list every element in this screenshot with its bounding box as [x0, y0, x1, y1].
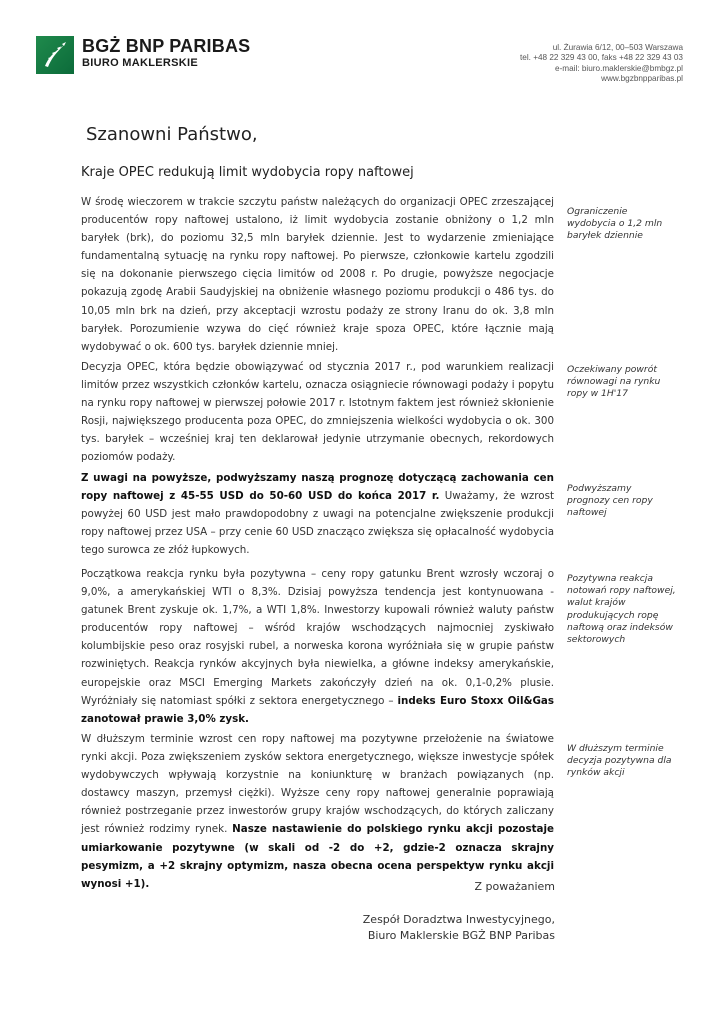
- letter-title: Kraje OPEC redukują limit wydobycia ropy naftowej: [81, 165, 414, 180]
- body-text: W dłuższym terminie wzrost cen ropy naftowej ma pozytywne przełożenie na światowe rynki akcji. Poza zwiększeniem zysków sektora energetycznego, większe inwestycje spółek wydobywczych wpływają korzystnie na koniunkturę w branżach powiązanych (np. dostawcy maszyn, przemysł ciężki). Wyższe ceny ropy naftowej generalnie poprawiają również postrzeganie przez inwestorów grupy krajów wschodzących, do których zaliczany jest również rodzimy rynek.: [81, 733, 554, 836]
- brand-subtitle: BIURO MAKLERSKIE: [82, 57, 199, 69]
- contact-website[interactable]: www.bgzbnpparibas.pl: [601, 74, 683, 84]
- signature-line-2: Biuro Maklerskie BGŻ BNP Paribas: [367, 929, 555, 942]
- margin-note-3: Podwyższamy prognozy cen ropy naftowej: [567, 483, 653, 519]
- bold-text: Z uwagi na powyższe, podwyższamy naszą prognozę dotyczącą zachowania cen ropy naftowej z 45-55 USD do 50-60 USD do końca 2017 r.: [81, 472, 554, 503]
- paragraph-3: [81, 469, 554, 559]
- margin-note-2: Oczekiwany powrót równowagi na rynku ropy w 1H'17: [567, 364, 661, 400]
- body-text: Początkowa reakcja rynku była pozytywna – ceny ropy gatunku Brent wzrosły wczoraj o 9,0%, a amerykańskiej WTI o 8,3%. Dzisiaj powyższa tendencja jest kontynuowana - gatunek Brent zyskuje ok. 1,7%, a WTI 1,8%. Inwestorzy kupowali również waluty państw producentów ropy naftowej – wśród krajów wschodzących najmocniej zyskiwało kolumbijskie peso oraz rosyjski rubel, a norweska korona wyróżniała się w grupie państw rozwiniętych. Reakcja rynków akcyjnych była niewielka, a główne indeksy amerykańskie, europejskie oraz MSCI Emerging Markets zakończyły dzień na ok. 0,1-0,2% plusie. Wyróżniały się natomiast spółki z sektora energetycznego –: [81, 568, 554, 707]
- contact-phone: tel. +48 22 329 43 00, faks +48 22 329 43 03: [520, 53, 683, 63]
- paragraph-1: [81, 193, 554, 356]
- body-text: Uważamy, że wzrost powyżej 60 USD jest mało prawdopodobny z uwagi na potencjalne zwiększenie produkcji ropy naftowej przez USA – przy cenie 60 USD znacząco zwiększa się opłacalność wydobycia tego surowca ze złóż łupkowych.: [81, 490, 554, 557]
- paragraph-4: [81, 565, 554, 728]
- margin-note-1: Ograniczenie wydobycia o 1,2 mln baryłek dziennie: [567, 206, 663, 242]
- brand-block: [82, 37, 250, 70]
- margin-note-5: W dłuższym terminie decyzja pozytywna dla rynków akcji: [567, 743, 672, 779]
- salutation: Szanowni Państwo,: [86, 124, 258, 145]
- bnp-paribas-logo: [36, 36, 74, 74]
- paragraph-2: [81, 358, 554, 467]
- body-text: Decyzja OPEC, która będzie obowiązywać od stycznia 2017 r., pod warunkiem realizacji limitów przez wszystkich członków kartelu, oznacza osiągniecie równowagi podaży i popytu na rynku ropy naftowej w pierwszej połowie 2017 r. Istotnym faktem jest również skłonienie Rosji, największego producenta poza OPEC, do zmniejszenia wielkości wydobycia o ok. 300 tys. baryłek – wcześniej kraj ten deklarował jedynie utrzymanie obecnych, rekordowych poziomów podaży.: [81, 361, 554, 464]
- bold-text: Nasze nastawienie do polskiego rynku akcji pozostaje umiarkowanie pozytywne (w skali od -2 do +2, gdzie-2 oznacza skrajny pesymizm, a +2 skrajny optymizm, nasza obecna ocena perspektyw rynku akcji wynosi +1).: [81, 823, 555, 890]
- body-text: W środę wieczorem w trakcie szczytu państw należących do organizacji OPEC zrzeszającej producentów ropy naftowej ustalono, iż limit wydobycia zostanie obniżony o 1,2 mln baryłek (brk), do poziomu 32,5 mln baryłek dziennie. Jest to wydarzenie zmieniające fundamentalną sytuację na rynku ropy naftowej. Po pierwsze, członkowie kartelu zgodzili się na dokonanie pierwszego cięcia limitów od 2008 r. Po drugie, powyższe negocjacje pokazują zgodę Arabii Saudyjskiej na obniżenie własnego poziomu produkcji o 486 tys. do 10,05 mln brk na dzień, przy akceptacji wzrostu podaży ze strony Iranu do ok. 3,8 mln baryłek. Porozumienie wzywa do cięć również kraje spoza OPEC, które łącznie mają wydobywać o ok. 600 tys. baryłek dziennie mniej.: [81, 196, 554, 353]
- contact-address: ul. Żurawia 6/12, 00–503 Warszawa: [552, 43, 683, 52]
- closing-phrase: Z poważaniem: [474, 880, 555, 893]
- paragraph-5: [81, 730, 554, 893]
- margin-note-4: Pozytywna reakcja notowań ropy naftowej, walut krajów produkujących ropę naftową oraz indeksów sektorowych: [567, 573, 676, 646]
- contact-email[interactable]: e-mail: biuro.maklerskie@bmbgz.pl: [555, 63, 683, 73]
- signature-line-1: Zespół Doradztwa Inwestycyjnego,: [362, 913, 555, 926]
- bold-text: indeks Euro Stoxx Oil&Gas zanotował prawie 3,0% zysk.: [81, 694, 554, 725]
- contact-block: [520, 43, 683, 85]
- brand-name: BGŻ BNP PARIBAS: [82, 36, 251, 56]
